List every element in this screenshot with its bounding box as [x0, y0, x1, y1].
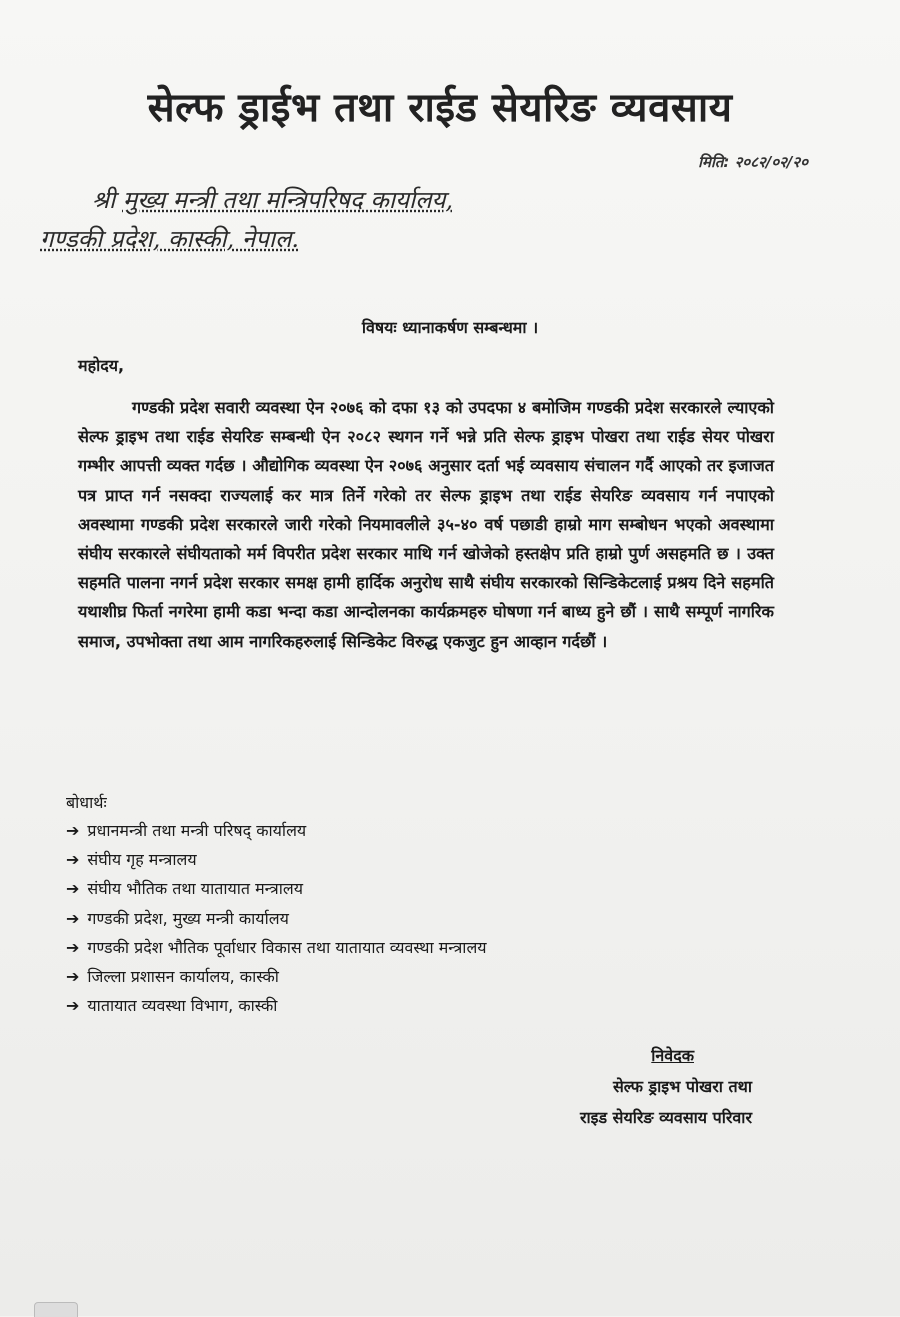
letter-body: गण्डकी प्रदेश सवारी व्यवस्था ऐन २०७६ को दफा १३ को उपदफा ४ बमोजिम गण्डकी प्रदेश सरकारले ल्याएको सेल्फ ड्राइभ तथा राईड सेयरिङ सम्बन्धी ऐन २०८२ स्थगन गर्ने भन्ने प्रति सेल्फ ड्राइभ पोखरा तथा राईड सेयर पोखरा गम्भीर आपत्ती व्यक्त गर्दछ । औद्योगिक व्यवस्था ऐन २०७६ अनुसार दर्ता भई व्यवसाय संचालन गर्दै आएको तर इजाजत पत्र प्राप्त गर्न नसक्दा राज्यलाई कर मात्र तिर्ने गरेको तर सेल्फ ड्राइभ तथा राईड सेयरिङ व्यवसाय गर्न नपाएको अवस्थामा गण्डकी प्रदेश सरकारले जारी गरेको नियमावलीले ३५-४० वर्ष पछाडी हाम्रो माग सम्बोधन भएको अवस्थामा संघीय सरकारले संघीयताको मर्म विपरीत प्रदेश सरकार माथि गर्न खोजेको हस्तक्षेप प्रति हाम्रो पुर्ण असहमति छ । उक्त सहमति पालना नगर्न प्रदेश सरकार समक्ष हामी हार्दिक अनुरोध साथै संघीय सरकारको सिन्डिकेटलाई प्रश्रय दिने सहमति यथाशीघ्र फिर्ता नगरेमा हामी कडा भन्दा कडा आन्दोलनका कार्यक्रमहरु घोषणा गर्न बाध्य हुने छौं । साथै सम्पूर्ण नागरिक समाज, उपभोक्ता तथा आम नागरिकहरुलाई सिन्डिकेट विरुद्ध एकजुट हुन आव्हान गर्दछौं ।: [78, 398, 774, 651]
signature-line-2: राइड सेयरिङ व्यवसाय परिवार: [579, 1108, 752, 1127]
recipient-line-2: [40, 222, 299, 255]
cc-list-item: ➔ संघीय गृह मन्त्रालय: [66, 850, 197, 870]
salutation: महोदय,: [78, 356, 125, 375]
signature-line-1: सेल्फ ड्राइभ पोखरा तथा: [612, 1077, 752, 1096]
recipient-prefix: श्री: [92, 186, 116, 214]
letter-subject: विषयः ध्यानाकर्षण सम्बन्धमा ।: [361, 318, 539, 337]
arrow-right-icon: ➔: [66, 966, 80, 986]
cc-list-item: ➔ गण्डकी प्रदेश, मुख्य मन्त्री कार्यालय: [66, 908, 289, 928]
arrow-right-icon: ➔: [66, 879, 80, 899]
letterhead-title: सेल्फ ड्राईभ तथा राईड सेयरिङ व्यवसाय: [147, 85, 733, 131]
recipient-name: मुख्य मन्त्री तथा मन्त्रिपरिषद कार्यालय,: [122, 186, 454, 214]
arrow-right-icon: ➔: [66, 908, 80, 928]
signature-block: [580, 1040, 752, 1133]
cc-list: [66, 816, 487, 1020]
page-corner-tab: [34, 1302, 78, 1317]
cc-list-item: ➔ जिल्ला प्रशासन कार्यालय, कास्की: [66, 966, 279, 986]
cc-list-item: ➔ संघीय भौतिक तथा यातायात मन्त्रालय: [66, 879, 303, 899]
cc-list-item: ➔ प्रधानमन्त्री तथा मन्त्री परिषद् कार्यालय: [66, 821, 307, 840]
cc-list-item: ➔ यातायात व्यवस्था विभाग, कास्की: [66, 996, 278, 1016]
arrow-right-icon: ➔: [66, 996, 80, 1016]
recipient-address: गण्डकी प्रदेश, कास्की, नेपाल.: [40, 225, 299, 253]
arrow-right-icon: ➔: [66, 850, 80, 870]
arrow-right-icon: ➔: [66, 821, 80, 840]
letter-date: मिति: २०८२/०२/२०: [698, 153, 808, 171]
cc-label: बोधार्थः: [66, 793, 107, 812]
arrow-right-icon: ➔: [66, 937, 80, 957]
cc-list-item: ➔ गण्डकी प्रदेश भौतिक पूर्वाधार विकास तथा यातायात व्यवस्था मन्त्रालय: [66, 937, 487, 957]
recipient-line-1: [92, 183, 453, 216]
signature-title: निवेदक: [651, 1046, 694, 1065]
